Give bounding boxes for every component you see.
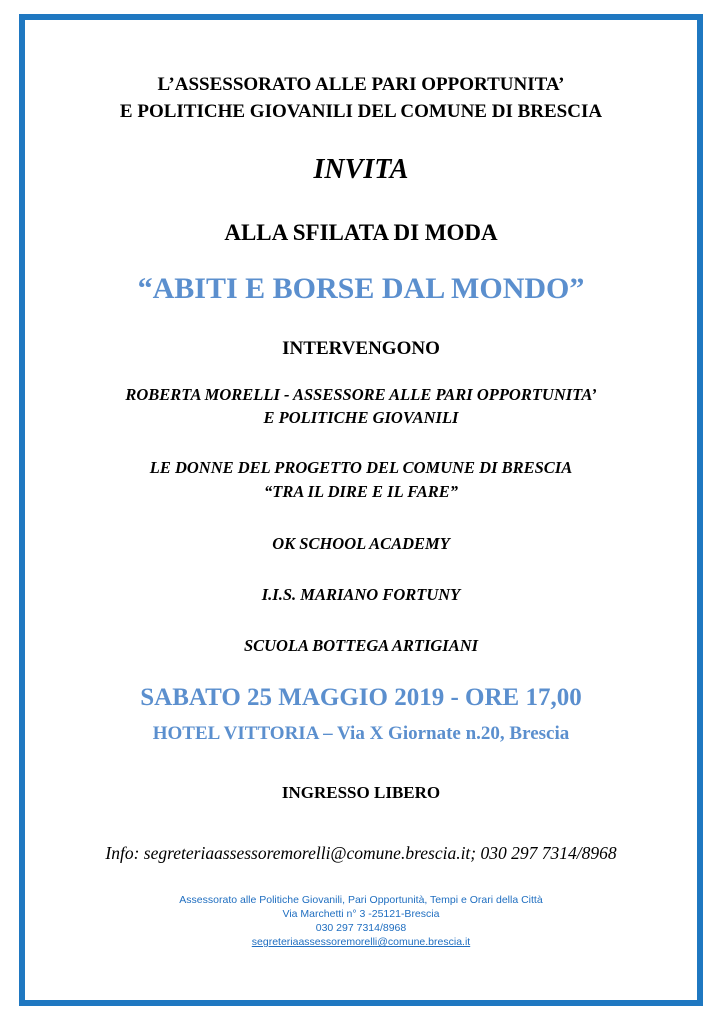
- speaker-2-line-2: “TRA IL DIRE E IL FARE”: [264, 482, 458, 501]
- speaker-4: I.I.S. MARIANO FORTUNY: [261, 585, 461, 604]
- event-venue: HOTEL VITTORIA – Via X Giornate n.20, Brescia: [152, 723, 570, 744]
- speaker-1-line-2: E POLITICHE GIOVANILI: [263, 408, 459, 427]
- speakers-heading: INTERVENGONO: [282, 338, 440, 359]
- header-line-1: L’ASSESSORATO ALLE PARI OPPORTUNITA’: [157, 74, 565, 95]
- footer-email-link[interactable]: segreteriaassessoremorelli@comune.brescia.it: [251, 936, 471, 948]
- footer-phone: 030 297 7314/8968: [315, 922, 407, 934]
- event-intro: ALLA SFILATA DI MODA: [224, 220, 498, 245]
- event-title: “ABITI E BORSE DAL MONDO”: [137, 272, 585, 305]
- speaker-5: SCUOLA BOTTEGA ARTIGIANI: [243, 636, 479, 655]
- footer-email-wrap: [0, 936, 722, 948]
- footer-address: Via Marchetti n° 3 -25121-Brescia: [282, 908, 440, 920]
- invite-heading: INVITA: [313, 154, 409, 185]
- speaker-3: OK SCHOOL ACADEMY: [272, 534, 450, 553]
- header-line-2: E POLITICHE GIOVANILI DEL COMUNE DI BRESCIA: [119, 101, 603, 122]
- footer-office: Assessorato alle Politiche Giovanili, Pari Opportunità, Tempi e Orari della Città: [179, 894, 543, 906]
- info-line: Info: segreteriaassessoremorelli@comune.brescia.it; 030 297 7314/8968: [105, 843, 617, 863]
- entry-note: INGRESSO LIBERO: [281, 783, 441, 802]
- speaker-2-line-1: LE DONNE DEL PROGETTO DEL COMUNE DI BRESCIA: [149, 458, 573, 477]
- speaker-1-line-1: ROBERTA MORELLI - ASSESSORE ALLE PARI OPPORTUNITA’: [125, 385, 597, 404]
- event-date-time: SABATO 25 MAGGIO 2019 - ORE 17,00: [140, 684, 582, 711]
